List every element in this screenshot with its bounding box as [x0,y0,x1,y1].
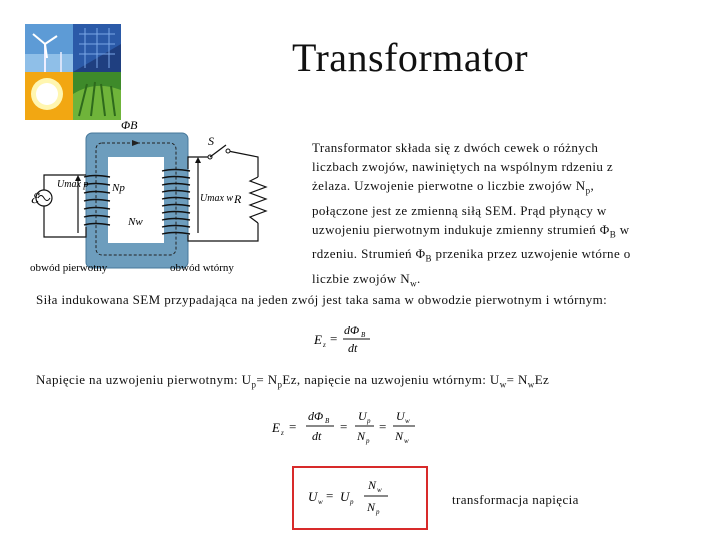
eq-symbol: U [396,409,405,423]
description-line: żelaza. Uzwojenie pierwotne o liczbie zwojów N [312,178,586,193]
page-title: Transformator [291,35,529,80]
text-fragment: . [417,270,421,286]
eq-symbol: E [314,332,322,347]
eq-subscript: p [376,508,380,516]
subscript: B [425,253,432,264]
eq-subscript: p [366,437,370,445]
eq-subscript: w [405,417,410,425]
eq-subscript: w [377,486,382,494]
eq-symbol: U [308,489,318,504]
eq-subscript: w [318,498,323,506]
equals-sign: = [289,419,297,434]
description-line: połączone jest ze zmienną siłą SEM. Prąd płynący w [312,202,607,218]
eq-symbol: N [395,429,404,443]
subscript: w [527,379,535,390]
voltage-transformation-label: transformacja napięcia [452,492,579,507]
eq-symbol: E [272,420,280,435]
text-fragment: = N [256,372,278,387]
primary-turns-label: Np [112,182,125,194]
subscript: p [277,379,283,390]
text-fragment: , [590,178,595,193]
equation-voltage-transformation [306,472,398,520]
emf-per-turn-sentence: Siła indukowana SEM przypadająca na jeden zwój jest taka sama w obwodzie pierwotnym i wtórnym: [36,292,608,307]
eq-symbol: N [368,478,377,492]
primary-voltage-label: Umax p [57,179,89,190]
eq-subscript: p [367,417,371,425]
text-fragment: Ez [534,372,550,387]
flux-label: ΦB [121,118,138,132]
description-line: rdzeniu. Strumień Φ [312,246,426,262]
eq-subscript: z [281,429,284,437]
eq-symbol: U [358,409,367,423]
secondary-turns-label: Nw [128,216,143,228]
equation-emf-per-turn [312,322,380,356]
secondary-voltage-label: Umax w [200,193,234,204]
text-fragment: w [616,221,630,237]
description-line: liczbie zwojów N [312,270,411,286]
eq-symbol: N [357,429,366,443]
equals-sign: = [379,419,387,434]
description-paragraph [312,138,684,293]
eq-symbol: N [367,500,376,514]
secondary-circuit-label: obwód wtórny [170,262,234,274]
primary-circuit-label: obwód pierwotny [30,262,108,274]
description-line: Transformator składa się z dwóch cewek o różnych [312,140,599,155]
description-line: liczbach zwojów, nawiniętych na wspólnym rdzeniu z [312,159,614,174]
equals-sign: = [340,419,348,434]
description-line: uzwojeniu pierwotnym indukuje zmienny strumień Φ [312,221,610,237]
resistor-label: R [234,192,242,206]
equals-sign: = [326,488,334,503]
eq-symbol: dΦ [308,409,324,423]
text-fragment: Ez, napięcie na uzwojeniu wtórnym: U [282,372,500,387]
subscript: B [609,229,617,240]
switch-label: S [208,134,214,148]
eq-symbol: dΦ [344,323,360,337]
renewable-energy-logo [25,24,121,120]
eq-symbol: dt [312,429,322,443]
emf-label: ℰ [30,192,39,207]
text-fragment: przenika przez uzwojenie wtórne o [431,246,631,262]
eq-subscript: z [323,341,326,349]
text-fragment: Napięcie na uzwojeniu pierwotnym: U [36,372,252,387]
text-fragment: = N [506,372,528,387]
voltage-sentence [36,372,716,390]
subscript: w [499,379,507,390]
equation-voltage-ratio [268,404,424,450]
subscript: p [251,379,257,390]
eq-symbol: U [340,489,350,504]
transformer-diagram [28,115,276,280]
eq-subscript: B [325,417,330,425]
subscript: p [585,185,591,196]
eq-subscript: B [361,331,366,339]
equals-sign: = [330,331,338,346]
eq-symbol: dt [348,341,358,355]
eq-subscript: w [404,437,409,445]
eq-subscript: p [350,498,354,506]
subscript: w [410,278,417,289]
